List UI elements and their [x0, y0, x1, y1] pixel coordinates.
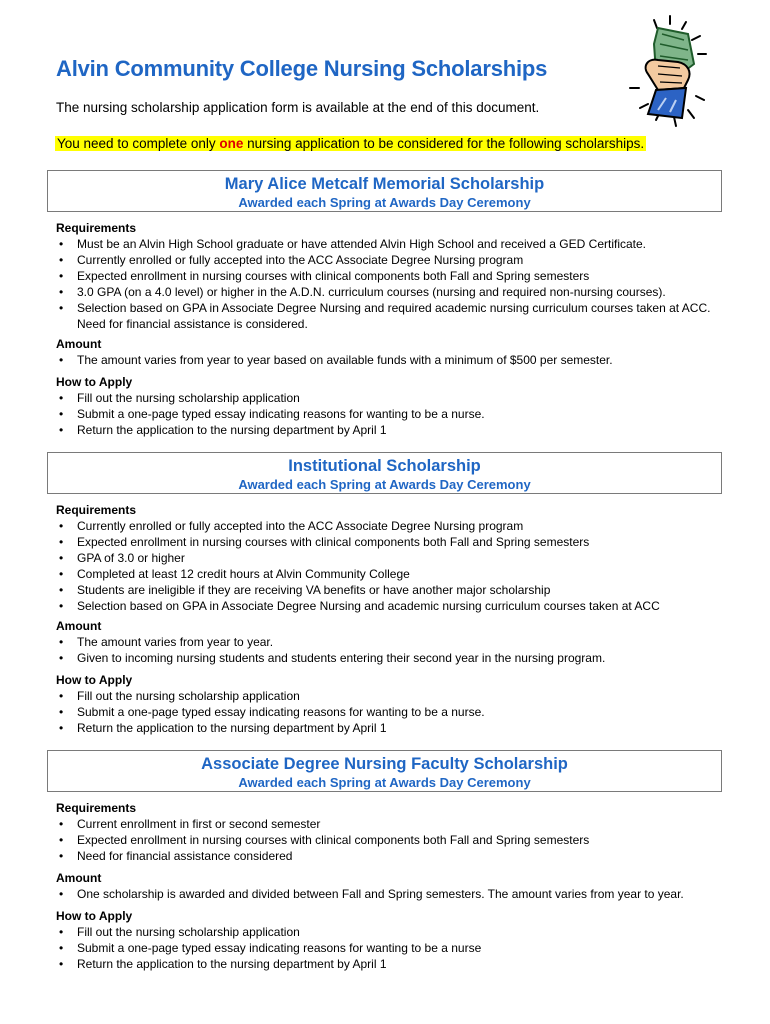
amount-list — [56, 886, 726, 902]
money-hand-icon — [618, 14, 718, 130]
requirements-label: Requirements — [56, 503, 137, 517]
list-item: • Completed at least 12 credit hours at Alvin Community College — [56, 566, 726, 582]
list-item: • Current enrollment in first or second semester — [56, 816, 726, 832]
how-to-apply-label: How to Apply — [56, 909, 133, 923]
page-title: Alvin Community College Nursing Scholarships — [56, 56, 548, 81]
list-item: • The amount varies from year to year based on available funds with a minimum of $500 per semester. — [56, 352, 726, 368]
how-to-apply-list — [56, 390, 726, 438]
scholarship-title: Associate Degree Nursing Faculty Scholarship — [201, 755, 568, 773]
note-text: You need to complete only — [57, 136, 220, 151]
list-item: • Currently enrolled or fully accepted into the ACC Associate Degree Nursing program — [56, 252, 726, 268]
amount-section — [56, 336, 726, 368]
list-item: • Selection based on GPA in Associate Degree Nursing and required academic nursing curriculum courses taken at ACC. Need for financial assistance is considered. — [56, 300, 725, 332]
list-item: • Fill out the nursing scholarship application — [56, 924, 726, 940]
list-item: • 3.0 GPA (on a 4.0 level) or higher in the A.D.N. curriculum courses (nursing and required non-nursing courses). — [56, 284, 726, 300]
list-item: • The amount varies from year to year. — [56, 634, 726, 650]
scholarship-subtitle: Awarded each Spring at Awards Day Ceremony — [238, 775, 531, 790]
list-item: • Fill out the nursing scholarship application — [56, 688, 726, 704]
how-to-apply-section — [56, 374, 726, 438]
amount-section — [56, 618, 726, 666]
requirements-label: Requirements — [56, 801, 137, 815]
intro-text: The nursing scholarship application form is available at the end of this document. — [56, 100, 540, 115]
requirements-section — [56, 502, 726, 614]
list-item: • One scholarship is awarded and divided between Fall and Spring semesters. The amount varies from year to year. — [56, 886, 726, 902]
how-to-apply-list — [56, 688, 726, 736]
amount-list — [56, 352, 726, 368]
how-to-apply-label: How to Apply — [56, 673, 133, 687]
list-item: • Submit a one-page typed essay indicating reasons for wanting to be a nurse. — [56, 704, 726, 720]
list-item: • Need for financial assistance considered — [56, 848, 726, 864]
list-item: • Expected enrollment in nursing courses with clinical components both Fall and Spring semesters — [56, 268, 726, 284]
requirements-label: Requirements — [56, 221, 137, 235]
list-item: • Selection based on GPA in Associate Degree Nursing and academic nursing curriculum courses taken at ACC — [56, 598, 726, 614]
amount-list — [56, 634, 726, 666]
highlight-note — [55, 136, 646, 151]
how-to-apply-section — [56, 672, 726, 736]
amount-label: Amount — [56, 871, 102, 885]
how-to-apply-list — [56, 924, 726, 972]
scholarship-header-box — [47, 750, 722, 792]
list-item: • Expected enrollment in nursing courses with clinical components both Fall and Spring semesters — [56, 832, 726, 848]
amount-label: Amount — [56, 619, 102, 633]
requirements-list — [56, 236, 726, 332]
list-item: • Currently enrolled or fully accepted into the ACC Associate Degree Nursing program — [56, 518, 726, 534]
scholarship-header-box — [47, 170, 722, 212]
how-to-apply-label: How to Apply — [56, 375, 133, 389]
requirements-section — [56, 800, 726, 864]
scholarship-title: Mary Alice Metcalf Memorial Scholarship — [224, 175, 545, 193]
note-emphasis: one — [219, 136, 244, 151]
requirements-section — [56, 220, 726, 332]
scholarship-subtitle: Awarded each Spring at Awards Day Ceremony — [238, 477, 531, 492]
list-item: • GPA of 3.0 or higher — [56, 550, 726, 566]
list-item: • Return the application to the nursing department by April 1 — [56, 422, 726, 438]
requirements-list — [56, 816, 726, 864]
list-item: • Submit a one-page typed essay indicating reasons for wanting to be a nurse — [56, 940, 726, 956]
list-item: • Students are ineligible if they are receiving VA benefits or have another major scholarship — [56, 582, 726, 598]
amount-section — [56, 870, 726, 902]
scholarship-subtitle: Awarded each Spring at Awards Day Ceremony — [238, 195, 531, 210]
how-to-apply-section — [56, 908, 726, 972]
list-item: • Return the application to the nursing department by April 1 — [56, 720, 726, 736]
list-item: • Expected enrollment in nursing courses with clinical components both Fall and Spring semesters — [56, 534, 726, 550]
note-text-end: nursing application to be considered for the following scholarships. — [243, 136, 645, 151]
list-item: • Given to incoming nursing students and students entering their second year in the nursing program. — [56, 650, 726, 666]
list-item: • Must be an Alvin High School graduate or have attended Alvin High School and received a GED Certificate. — [56, 236, 726, 252]
list-item: • Submit a one-page typed essay indicating reasons for wanting to be a nurse. — [56, 406, 726, 422]
scholarship-title: Institutional Scholarship — [288, 457, 481, 475]
list-item: • Return the application to the nursing department by April 1 — [56, 956, 726, 972]
scholarship-header-box — [47, 452, 722, 494]
amount-label: Amount — [56, 337, 102, 351]
requirements-list — [56, 518, 726, 614]
list-item: • Fill out the nursing scholarship application — [56, 390, 726, 406]
